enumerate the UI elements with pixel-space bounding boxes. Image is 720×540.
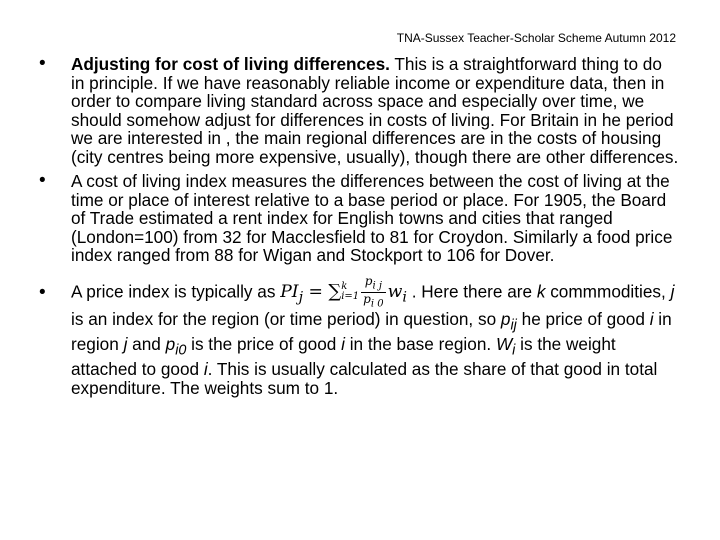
bullet-symbol: • — [39, 281, 46, 303]
bullet-symbol: • — [39, 53, 46, 74]
fraction-denominator: $p_{i 0}$ — [363, 291, 384, 310]
bullet-3-intro: A price index is typically as — [71, 280, 281, 301]
bullet-2-text: A cost of living index measures the differences between the cost of living at the time or place of interest relative to a base period or place. For 1905, the Board of Trade estimated a rent index for English towns and cities that ranged (London=100) from 32 for Macclesfield to 81 for Croydon. Similarly a food price index ranged from 88 for Wigan and Stockport to 106 for Dover. — [71, 171, 673, 265]
formula-equals: = — [303, 281, 329, 302]
fraction-numerator: $p_{i j}$ — [361, 275, 385, 293]
bullet-3-text: A price index is typically as $PI_j$ = ∑ k i=1 $\frac{p_{i j}}{p_{i 0}}$ $w_i$ . Here there are k commmodities, j is an index for the region (or time period) in question, so $p_{ij}$ he price of good i in region j and $p_{i0}$ is the price of good i in the base region. $W_i$ is the weight attached to good i. This is usually calculated as the share of that good in total expenditure. The weights sum to 1. — [71, 273, 675, 398]
bullet-symbol: • — [39, 170, 46, 191]
price-ratio-fraction — [361, 275, 385, 311]
bullet-1-text — [71, 55, 679, 166]
bullet-1-heading: Adjusting for cost of living differences. — [71, 54, 390, 74]
sum-symbol: ∑ — [328, 280, 342, 302]
bullet-item-2 — [39, 172, 679, 265]
formula-lhs: PI — [280, 281, 299, 302]
bullet-1-body: This is a straightforward thing to do in principle. If we have reasonably reliable income or expenditure data, then in order to compare living standard across space and especially over time, we should somehow adjust for differences in costs of living. For Britain in he period we are interested in , the main regional differences are in the costs of housing (city centres being more expensive, usually), though there are other differences. — [71, 54, 679, 167]
sum-limits — [341, 282, 359, 302]
formula-weight: w — [387, 281, 403, 302]
sum-lower-limit: i=1 — [341, 291, 360, 303]
formula-weight-sub: i — [402, 289, 407, 306]
sum-upper-limit: k — [341, 281, 348, 293]
bullet-item-3 — [39, 275, 679, 398]
header-text: TNA-Sussex Teacher-Scholar Scheme Autumn 2012 — [396, 31, 676, 45]
bullet-item-1 — [39, 55, 679, 166]
price-index-formula — [280, 273, 407, 310]
slide-content — [39, 55, 679, 397]
formula-lhs-sub: j — [298, 289, 304, 306]
